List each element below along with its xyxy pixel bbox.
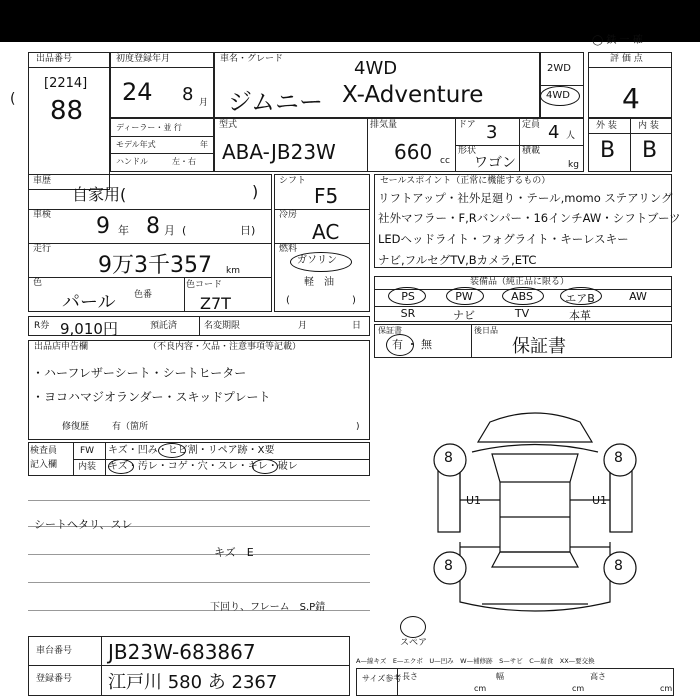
repair-history-close: ) [356,422,360,432]
warranty-label: 保証書 [378,326,402,335]
damage-code-legend: A—線キズ E—エクボ U—凹み W—補修跡 S—サビ C—腐食 XX—要交換 [356,657,595,665]
inspector-label-2: 記入欄 [30,460,58,470]
warranty-value: 保証書 [512,336,566,357]
mileage-value: 9万3千357 [98,253,212,278]
sales-point-line-2: 社外マフラー・F,Rバンパー・16インチAW・シフトブーツ [378,211,681,225]
inspection-month-unit: 月 [164,224,175,237]
aircon-value: AC [312,220,340,244]
registration-label: 登録番号 [36,674,73,684]
fuel-paren-close: ) [352,295,356,306]
spare-tire-icon [400,616,426,638]
color-code-label: 色番 [134,290,153,300]
drive-option-4wd: 4WD [546,90,570,101]
color-code-label-2: 色コード [186,280,223,290]
size-height-label: 高さ [590,672,606,681]
equip-pw: PW [455,290,473,303]
name-change-day: 日 [352,321,362,331]
chassis-value: JB23W-683867 [108,640,256,664]
chassis-label: 車台番号 [36,646,73,656]
inspection-day-unit: 日) [240,224,256,237]
inspection-label: 車検 [33,210,52,220]
first-registration-label: 初度登録年月 [116,54,171,64]
size-width-label: 幅 [496,672,504,681]
sales-point-line-1: リフトアップ・社外足廻り・テール,momo ステアリング [378,191,673,205]
capacity-unit: 人 [566,131,576,141]
interior-value: B [642,138,658,163]
equip-airbag-circle [560,287,602,305]
car-name-label: 車名・グレード [220,54,284,64]
inspector-note-2: キズ E [214,546,254,559]
inspector-interior-label: 内装 [78,462,97,472]
car-drive-top: 4WD [354,58,398,79]
car-grade-name: X-Adventure [342,82,484,108]
fuel-gasoline: ガソリン [297,255,337,266]
inspector-label-1: 検査員 [30,446,58,456]
capacity-label: 定員 [522,120,541,130]
declaration-label: 出品店申告欄 [34,342,89,352]
size-width-unit: cm [572,684,585,693]
lot-number-value: 88 [50,96,84,126]
inspection-year: 9 [96,214,110,239]
tire-icons [434,444,636,584]
tire-front-left-value: 8 [444,450,453,466]
score-label: 評 価 点 [610,54,643,64]
color-code-value: Z7T [200,294,231,313]
damage-u1-left: U1 [466,494,482,507]
note-rule-1 [28,500,370,501]
displacement-label: 排気量 [370,120,398,130]
declaration-line-2: ・ヨコハマジオランダー・スキッドプレート [32,390,271,404]
exterior-value: B [600,138,616,163]
capacity-value: 4 [548,122,560,143]
model-type-label: 型式 [219,120,238,130]
binder-mark: ( [10,91,16,107]
inspection-year-unit: 年 [118,224,129,237]
declaration-line-1: ・ハーフレザーシート・シートヒーター [32,366,247,380]
vehicle-use-label: 車歴 [33,176,52,186]
aftermarket-label: 後日品 [474,326,498,335]
dealer-label: ディーラー・並 行 [116,123,182,132]
aircon-label: 冷房 [279,210,298,220]
first-registration-month-unit: 月 [199,98,209,108]
size-length-unit: cm [474,684,487,693]
inspector-fw-label: FW [80,446,95,456]
equip-aw: AW [629,290,647,303]
equip-airbag: エアB [565,292,595,305]
first-registration-year: 24 [122,78,153,106]
handle-options: 左・右 [172,157,196,166]
fuel-paren-open: ( [286,295,290,306]
spare-label: スペア [400,638,428,648]
exterior-label: 外 装 [596,121,617,131]
load-label: 積載 [522,146,541,156]
repair-history-value: 有（箇所 [112,422,149,432]
car-model-name: ジムニー [228,88,324,116]
shape-value: ワゴン [474,155,516,171]
mileage-label: 走行 [33,244,52,254]
recycle-value: 9,010円 [60,320,118,338]
lot-number-label: 出品番号 [36,54,73,64]
fuel-label: 燃料 [279,244,298,254]
vehicle-diagram [420,382,650,632]
shape-label: 形状 [458,146,477,156]
equip-abs: ABS [511,290,533,303]
fuel-light-oil: 軽 油 [304,277,334,288]
vehicle-use-value: 自家用( [72,185,127,204]
inspector-interior-items: キズ・汚レ・コゲ・穴・スレ・キレ・破レ [108,461,298,472]
shift-label: シフト [279,176,307,186]
recycle-label: R券 [34,321,50,331]
equip-pw-circle [446,287,484,305]
lot-bracket-number: [2214] [44,76,88,91]
size-height-unit: cm [660,684,673,693]
equip-ps: PS [401,290,415,303]
load-unit: kg [568,160,579,170]
fw-dent-circle [158,443,186,458]
warranty-options: 有 ・ 無 [392,338,432,351]
mileage-unit: km [226,266,240,276]
size-reference-label: サイズ参考 [362,674,402,683]
sales-points-label: セールスポイント（正常に機能するもの） [380,176,551,186]
equip-sr: SR [400,307,416,320]
shift-value: F5 [314,184,339,208]
sales-point-line-3: LEDヘッドライト・フォグライト・キーレスキー [378,232,629,246]
first-registration-month: 8 [182,84,194,105]
name-change-month: 月 [298,321,308,331]
equip-ps-circle [388,287,426,305]
doors-label: ドア [458,120,476,130]
damage-u1-right: U1 [592,494,608,507]
equipment-label: 装備品（純正品に限る） [470,277,570,287]
displacement-unit: cc [440,156,450,166]
sales-point-line-4: ナビ,フルセグTV,Bカメラ,ETC [378,253,537,267]
interior-label: 内 装 [638,121,659,131]
equip-abs-circle [502,287,544,305]
model-type-value: ABA-JB23W [222,140,336,164]
inspection-paren: ( [182,224,187,237]
inspector-note-1: シートヘタリ、スレ [34,518,133,531]
equip-navi: ナビ [453,309,475,322]
auction-sheet [0,35,700,700]
drive-option-2wd: 2WD [547,63,571,74]
equip-leather: 本革 [569,309,591,322]
declaration-note: （不良内容・欠品・注意事項等記載） [148,342,302,352]
tire-rear-right-value: 8 [614,558,623,574]
equip-tv: TV [514,307,530,320]
doors-value: 3 [486,122,498,143]
recycle-deposit: 預託済 [150,321,178,331]
inspection-month: 8 [146,214,160,239]
header-partial-text: ◯ 鉄 一 確 [592,35,643,46]
tire-rear-left-value: 8 [444,558,453,574]
name-change-label: 名変期限 [204,321,241,331]
note-rule-4 [28,582,370,583]
drive-options-box [540,52,584,118]
score-value: 4 [622,82,640,115]
tire-front-right-value: 8 [614,450,623,466]
int-wear-circle [252,459,278,474]
color-label: 色 [33,278,43,288]
warranty-yes-circle [386,334,414,356]
handle-label: ハンドル [116,157,148,166]
inspector-note-3: 下回り、フレーム S.P錆 [210,602,326,613]
model-year-unit: 年 [200,140,208,149]
registration-value: 江戸川 580 あ 2367 [108,672,278,693]
color-value: パール [62,292,116,313]
size-length-label: 長さ [402,672,418,681]
repair-history-label: 修復歴 [62,422,90,432]
displacement-value: 660 [394,140,433,164]
note-rule-3 [28,554,370,555]
inspector-fw-items: キズ・凹み・ヒビ割・リペア跡・X要 [108,445,275,456]
model-year-label: モデル年式 [116,140,156,149]
vehicle-use-close: ) [252,182,259,201]
int-scratch-circle [108,459,134,474]
